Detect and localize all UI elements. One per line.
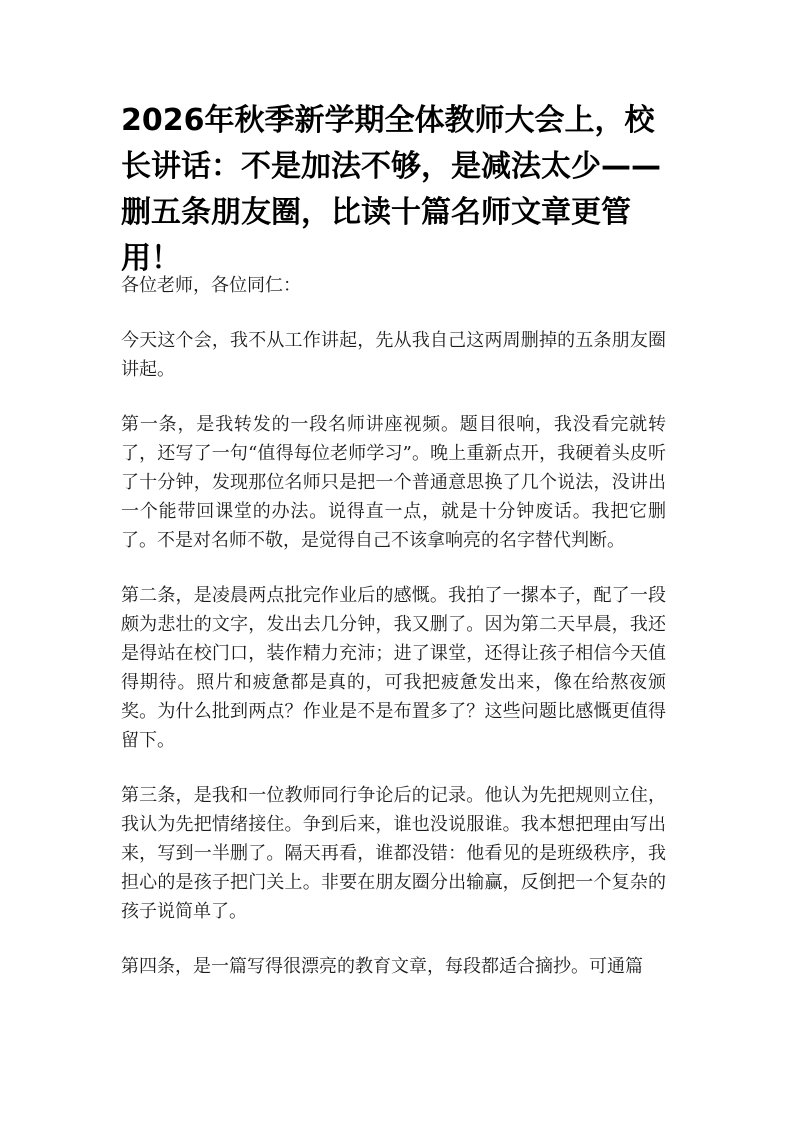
salutation-paragraph: 各位老师，各位同仁： xyxy=(121,275,301,296)
third-item-paragraph: 第三条，是我和一位教师同行争论后的记录。他认为先把规则立住，我认为先把情绪接住。争到后来，谁也没说服谁。我本想把理由写出来，写到一半删了。隔天再看，谁都没错：他看见的是班级秩序，我担心的是孩子把门关上。非要在朋友圈分出输赢，反倒把一个复杂的孩子说简单了。 xyxy=(121,785,666,922)
intro-paragraph: 今天这个会，我不从工作讲起，先从我自己这两周删掉的五条朋友圈讲起。 xyxy=(121,330,666,380)
document-title: 2026年秋季新学期全体教师大会上，校长讲话：不是加法不够，是减法太少——删五条朋友圈，比读十篇名师文章更管用！ xyxy=(121,103,661,276)
second-item-paragraph: 第二条，是凌晨两点批完作业后的感慨。我拍了一摞本子，配了一段颇为悲壮的文字，发出去几分钟，我又删了。因为第二天早晨，我还是得站在校门口，装作精力充沛；进了课堂，还得让孩子相信今天值得期待。照片和疲惫都是真的，可我把疲惫发出来，像在给熬夜颁奖。为什么批到两点？作业是不是布置多了？这些问题比感慨更值得留下。 xyxy=(121,585,666,751)
document-body xyxy=(121,271,666,1007)
first-item-paragraph: 第一条，是我转发的一段名师讲座视频。题目很响，我没看完就转了，还写了一句“值得每位老师学习”。晚上重新点开，我硬着头皮听了十分钟，发现那位名师只是把一个普通意思换了几个说法，没讲出一个能带回课堂的办法。说得直一点，就是十分钟废话。我把它删了。不是对名师不敬，是觉得自己不该拿响亮的名字替代判断。 xyxy=(121,414,666,551)
fourth-item-paragraph: 第四条，是一篇写得很漂亮的教育文章，每段都适合摘抄。可通篇 xyxy=(121,956,643,977)
